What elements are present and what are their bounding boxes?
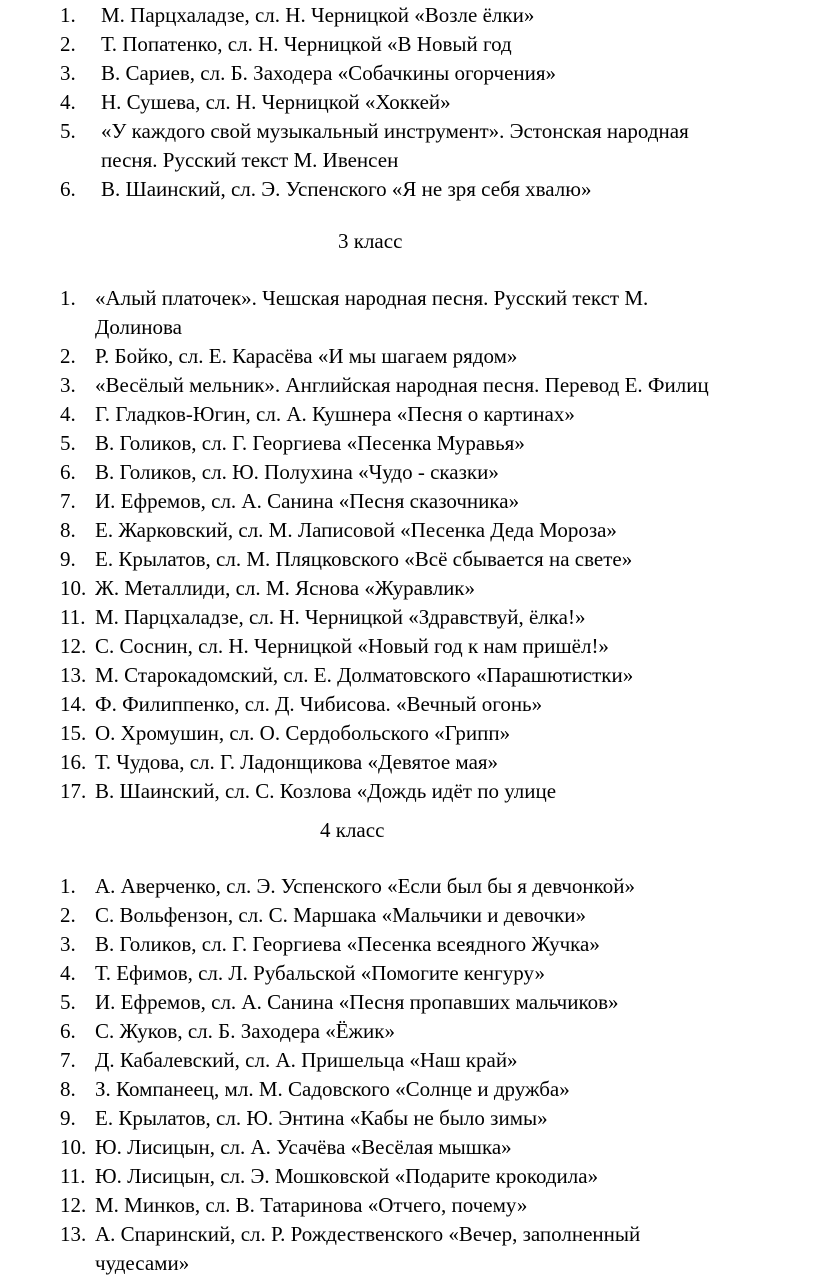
list-item xyxy=(0,661,816,690)
list-item-text: Н. Сушева, сл. Н. Черницкой «Хоккей» xyxy=(101,90,451,114)
list-item xyxy=(0,777,816,806)
list-item xyxy=(0,1162,816,1191)
list-item-text: А. Спаринский, сл. Р. Рождественского «Вечер, заполненный xyxy=(95,1222,641,1246)
list-item xyxy=(0,690,816,719)
list-item xyxy=(0,1046,816,1075)
list-item-number: 4. xyxy=(60,961,76,985)
list-item xyxy=(0,59,816,88)
list-item xyxy=(0,872,816,901)
list-item xyxy=(0,117,816,175)
list-item xyxy=(0,959,816,988)
list-item-text: чудесами» xyxy=(95,1251,190,1275)
list-item-number: 2. xyxy=(60,903,76,927)
list-item-number: 4. xyxy=(60,90,76,114)
song-list-section-1 xyxy=(0,1,816,204)
list-item-text: В. Шаинский, сл. Э. Успенского «Я не зря себя хвалю» xyxy=(101,177,592,201)
list-item xyxy=(0,1075,816,1104)
list-item xyxy=(0,1017,816,1046)
list-item-text: Е. Крылатов, сл. М. Пляцковского «Всё сбывается на свете» xyxy=(95,547,633,571)
list-item xyxy=(0,930,816,959)
song-list-grade-3 xyxy=(0,284,816,806)
list-item-text: «Весёлый мельник». Английская народная песня. Перевод Е. Филиц xyxy=(95,373,709,397)
list-item xyxy=(0,30,816,59)
list-item-number: 3. xyxy=(60,373,76,397)
list-item-number: 8. xyxy=(60,1077,76,1101)
list-item xyxy=(0,1,816,30)
list-item xyxy=(0,371,816,400)
list-item-number: 10. xyxy=(60,1135,87,1159)
list-item-number: 9. xyxy=(60,1106,76,1130)
list-item-number: 15. xyxy=(60,721,87,745)
list-item-text: М. Старокадомский, сл. Е. Долматовского «Парашютистки» xyxy=(95,663,634,687)
list-item-number: 6. xyxy=(60,460,76,484)
list-item-text: Долинова xyxy=(95,315,182,339)
list-item xyxy=(0,429,816,458)
list-item-number: 2. xyxy=(60,32,76,56)
list-item-number: 1. xyxy=(60,286,76,310)
list-item-text: песня. Русский текст М. Ивенсен xyxy=(101,148,399,172)
list-item-number: 11. xyxy=(60,1164,86,1188)
list-item xyxy=(0,284,816,342)
list-item xyxy=(0,748,816,777)
list-item-number: 5. xyxy=(60,119,76,143)
list-item-text: М. Парцхаладзе, сл. Н. Черницкой «Возле ёлки» xyxy=(101,3,535,27)
list-item-number: 17. xyxy=(60,779,87,803)
list-item-number: 1. xyxy=(60,874,76,898)
list-item-number: 5. xyxy=(60,431,76,455)
list-item xyxy=(0,400,816,429)
list-item xyxy=(0,988,816,1017)
grade-4-heading: 4 класс xyxy=(320,818,385,842)
list-item-text: Ю. Лисицын, сл. А. Усачёва «Весёлая мышка» xyxy=(95,1135,512,1159)
list-item-number: 8. xyxy=(60,518,76,542)
list-item-number: 13. xyxy=(60,663,87,687)
list-item xyxy=(0,901,816,930)
list-item-text: С. Соснин, сл. Н. Черницкой «Новый год к нам пришёл!» xyxy=(95,634,609,658)
list-item xyxy=(0,1133,816,1162)
list-item-text: В. Сариев, сл. Б. Заходера «Собачкины огорчения» xyxy=(101,61,557,85)
list-item-number: 16. xyxy=(60,750,87,774)
list-item-text: Т. Ефимов, сл. Л. Рубальской «Помогите кенгуру» xyxy=(95,961,545,985)
list-item xyxy=(0,487,816,516)
list-item-number: 4. xyxy=(60,402,76,426)
list-item xyxy=(0,88,816,117)
list-item xyxy=(0,458,816,487)
list-item xyxy=(0,545,816,574)
list-item xyxy=(0,1220,816,1278)
list-item xyxy=(0,603,816,632)
list-item-number: 1. xyxy=(60,3,76,27)
list-item-number: 7. xyxy=(60,489,76,513)
list-item xyxy=(0,175,816,204)
list-item-text: Ю. Лисицын, сл. Э. Мошковской «Подарите крокодила» xyxy=(95,1164,599,1188)
list-item-text: Р. Бойко, сл. Е. Карасёва «И мы шагаем рядом» xyxy=(95,344,518,368)
list-item-number: 13. xyxy=(60,1222,87,1246)
list-item-text: Ж. Металлиди, сл. М. Яснова «Журавлик» xyxy=(95,576,476,600)
list-item-text: В. Голиков, сл. Г. Георгиева «Песенка Муравья» xyxy=(95,431,525,455)
list-item xyxy=(0,632,816,661)
list-item-number: 12. xyxy=(60,634,87,658)
list-item xyxy=(0,1104,816,1133)
list-item-number: 5. xyxy=(60,990,76,1014)
list-item-text: З. Компанеец, мл. М. Садовского «Солнце и дружба» xyxy=(95,1077,570,1101)
list-item-number: 14. xyxy=(60,692,87,716)
list-item-text: «Алый платочек». Чешская народная песня. Русский текст М. xyxy=(95,286,649,310)
list-item-number: 12. xyxy=(60,1193,87,1217)
song-list-grade-4 xyxy=(0,872,816,1278)
list-item xyxy=(0,516,816,545)
list-item-text: М. Парцхаладзе, сл. Н. Черницкой «Здравствуй, ёлка!» xyxy=(95,605,586,629)
list-item-text: И. Ефремов, сл. А. Санина «Песня пропавших мальчиков» xyxy=(95,990,619,1014)
list-item-number: 9. xyxy=(60,547,76,571)
list-item-number: 6. xyxy=(60,1019,76,1043)
list-item xyxy=(0,574,816,603)
list-item-text: Т. Чудова, сл. Г. Ладонщикова «Девятое мая» xyxy=(95,750,499,774)
list-item-text: М. Минков, сл. В. Татаринова «Отчего, почему» xyxy=(95,1193,528,1217)
list-item-text: Ф. Филиппенко, сл. Д. Чибисова. «Вечный огонь» xyxy=(95,692,543,716)
list-item-number: 3. xyxy=(60,932,76,956)
list-item xyxy=(0,719,816,748)
list-item xyxy=(0,342,816,371)
list-item-number: 6. xyxy=(60,177,76,201)
list-item-text: Г. Гладков-Югин, сл. А. Кушнера «Песня о картинах» xyxy=(95,402,575,426)
list-item-text: В. Голиков, сл. Ю. Полухина «Чудо - сказки» xyxy=(95,460,499,484)
list-item-text: Е. Крылатов, сл. Ю. Энтина «Кабы не было зимы» xyxy=(95,1106,548,1130)
list-item-text: Е. Жарковский, сл. М. Лаписовой «Песенка Деда Мороза» xyxy=(95,518,617,542)
list-item-text: Д. Кабалевский, сл. А. Пришельца «Наш край» xyxy=(95,1048,518,1072)
grade-3-heading: 3 класс xyxy=(338,229,403,253)
list-item-number: 11. xyxy=(60,605,86,629)
list-item-text: В. Голиков, сл. Г. Георгиева «Песенка всеядного Жучка» xyxy=(95,932,600,956)
list-item-text: Т. Попатенко, сл. Н. Черницкой «В Новый год xyxy=(101,32,512,56)
list-item-text: В. Шаинский, сл. С. Козлова «Дождь идёт по улице xyxy=(95,779,557,803)
list-item-number: 10. xyxy=(60,576,87,600)
list-item-text: С. Жуков, сл. Б. Заходера «Ёжик» xyxy=(95,1019,395,1043)
list-item-number: 7. xyxy=(60,1048,76,1072)
list-item-number: 2. xyxy=(60,344,76,368)
list-item-text: О. Хромушин, сл. О. Сердобольского «Грипп» xyxy=(95,721,511,745)
list-item-number: 3. xyxy=(60,61,76,85)
list-item-text: А. Аверченко, сл. Э. Успенского «Если был бы я девчонкой» xyxy=(95,874,635,898)
list-item-text: И. Ефремов, сл. А. Санина «Песня сказочника» xyxy=(95,489,520,513)
list-item-text: «У каждого свой музыкальный инструмент». Эстонская народная xyxy=(101,119,689,143)
list-item xyxy=(0,1191,816,1220)
list-item-text: С. Вольфензон, сл. С. Маршака «Мальчики и девочки» xyxy=(95,903,586,927)
